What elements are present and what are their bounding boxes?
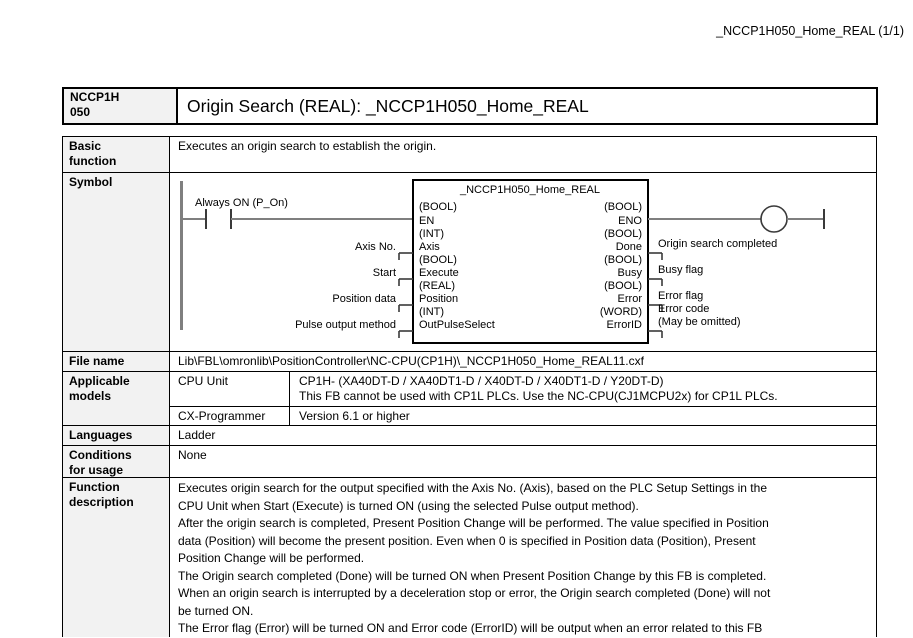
row-label: Applicable models [63, 372, 170, 425]
fb-out-name: ErrorID [606, 318, 642, 331]
fb-in-name: OutPulseSelect [419, 318, 495, 331]
contact-icon [206, 209, 231, 229]
applicable-models-subtable [170, 372, 876, 425]
ladder-diagram [170, 173, 876, 351]
output-label: Busy flag [658, 263, 704, 276]
fb-in-type: (BOOL) [419, 200, 457, 213]
fb-in-name: EN [419, 214, 435, 227]
row-label: Function description [63, 478, 170, 637]
fb-title: _NCCP1H050_Home_REAL [459, 183, 601, 196]
basic-function-text: Executes an origin search to establish the origin. [178, 139, 437, 153]
ladder-diagram-svg [170, 173, 873, 358]
page-header: _NCCP1H050_Home_REAL (1/1) [716, 24, 904, 38]
fb-out-type: (BOOL) [604, 200, 642, 213]
input-stubs [399, 253, 413, 338]
fb-out-name: ENO [618, 214, 642, 227]
cx-programmer-value: Version 6.1 or higher [299, 409, 410, 424]
desc-line: CPU Unit when Start (Execute) is turned ON (using the selected Pulse output method). [178, 498, 639, 513]
fb-out-type: (WORD) [599, 305, 642, 318]
output-label: Origin search completed [658, 237, 778, 250]
fb-in-name: Position [419, 292, 459, 305]
output-label: Error flag [658, 289, 704, 302]
fb-id-line1: NCCP1H [70, 90, 120, 104]
desc-line: After the origin search is completed, Present Position Change will be performed. The value specified in Position [178, 516, 769, 531]
row-label: Conditions for usage [63, 446, 170, 477]
row-function-description [63, 477, 876, 637]
fb-out-type: (BOOL) [604, 253, 642, 266]
spec-table [62, 136, 877, 637]
desc-line: When an origin search is interrupted by a deceleration stop or error, the Origin search completed (Done) will not [178, 586, 771, 601]
fb-in-name: Execute [419, 266, 459, 279]
input-label: Axis No. [355, 240, 396, 253]
cpu-unit-value: CP1H- (XA40DT-D / XA40DT1-D / X40DT-D / X40DT1-D / Y20DT-D) This FB cannot be used with CP1L PLCs. Use the NC-CPU(CJ1MCPU2x) for CP1L PLCs. [299, 373, 778, 403]
fb-id-line2: 050 [70, 105, 91, 119]
file-name-text: Lib\FBL\omronlib\PositionController\NC-CPU(CP1H)\_NCCP1H050_Home_REAL11.cxf [178, 353, 644, 368]
output-label: Error code [658, 302, 710, 315]
fb-in-type: (REAL) [419, 279, 456, 292]
row-label: File name [63, 352, 170, 371]
output-label: (May be omitted) [658, 315, 741, 328]
desc-line: be turned ON. [178, 603, 254, 618]
fb-out-type: (BOOL) [604, 227, 642, 240]
desc-line: The Error flag (Error) will be turned ON and Error code (ErrorID) will be output when an error related to this FB [178, 621, 763, 636]
fb-out-type: (BOOL) [604, 279, 642, 292]
row-conditions [63, 445, 876, 477]
desc-line: The Origin search completed (Done) will be turned ON when Present Position Change by this FB is completed. [178, 568, 767, 583]
fb-in-type: (BOOL) [419, 253, 457, 266]
desc-line: data (Position) will become the present position. Even when 0 is specified in Position data (Position), Present [178, 533, 756, 548]
coil-icon [761, 206, 787, 232]
row-applicable-models [63, 371, 876, 425]
desc-line: Position Change will be performed. [178, 551, 365, 566]
title-table [62, 87, 878, 125]
cpu-unit-label: CPU Unit [170, 372, 290, 407]
row-label: Basic function [63, 137, 170, 172]
fb-in-type: (INT) [419, 227, 445, 240]
languages-text: Ladder [178, 427, 216, 442]
cpu-unit-row [170, 372, 876, 407]
function-description-text [170, 478, 876, 637]
row-label: Languages [63, 426, 170, 445]
fb-out-name: Error [617, 292, 642, 305]
input-label: Position data [332, 292, 396, 305]
row-label: Symbol [63, 173, 170, 351]
input-label: Pulse output method [295, 318, 396, 331]
fb-id-cell [64, 89, 178, 123]
input-label: Start [372, 266, 396, 279]
fb-in-name: Axis [419, 240, 440, 253]
desc-line: Executes origin search for the output specified with the Axis No. (Axis), based on the PLC Setup Settings in the [178, 481, 767, 495]
row-symbol [63, 172, 876, 351]
cx-programmer-label: CX-Programmer [170, 407, 290, 425]
fb-out-name: Done [615, 240, 642, 253]
contact-label: Always ON (P_On) [195, 196, 288, 209]
row-basic-function [63, 137, 876, 172]
cx-programmer-row [170, 406, 876, 425]
fb-in-type: (INT) [419, 305, 445, 318]
conditions-text: None [178, 448, 207, 462]
row-languages [63, 425, 876, 445]
fb-out-name: Busy [617, 266, 642, 279]
page-title: Origin Search (REAL): _NCCP1H050_Home_REAL [187, 95, 589, 116]
